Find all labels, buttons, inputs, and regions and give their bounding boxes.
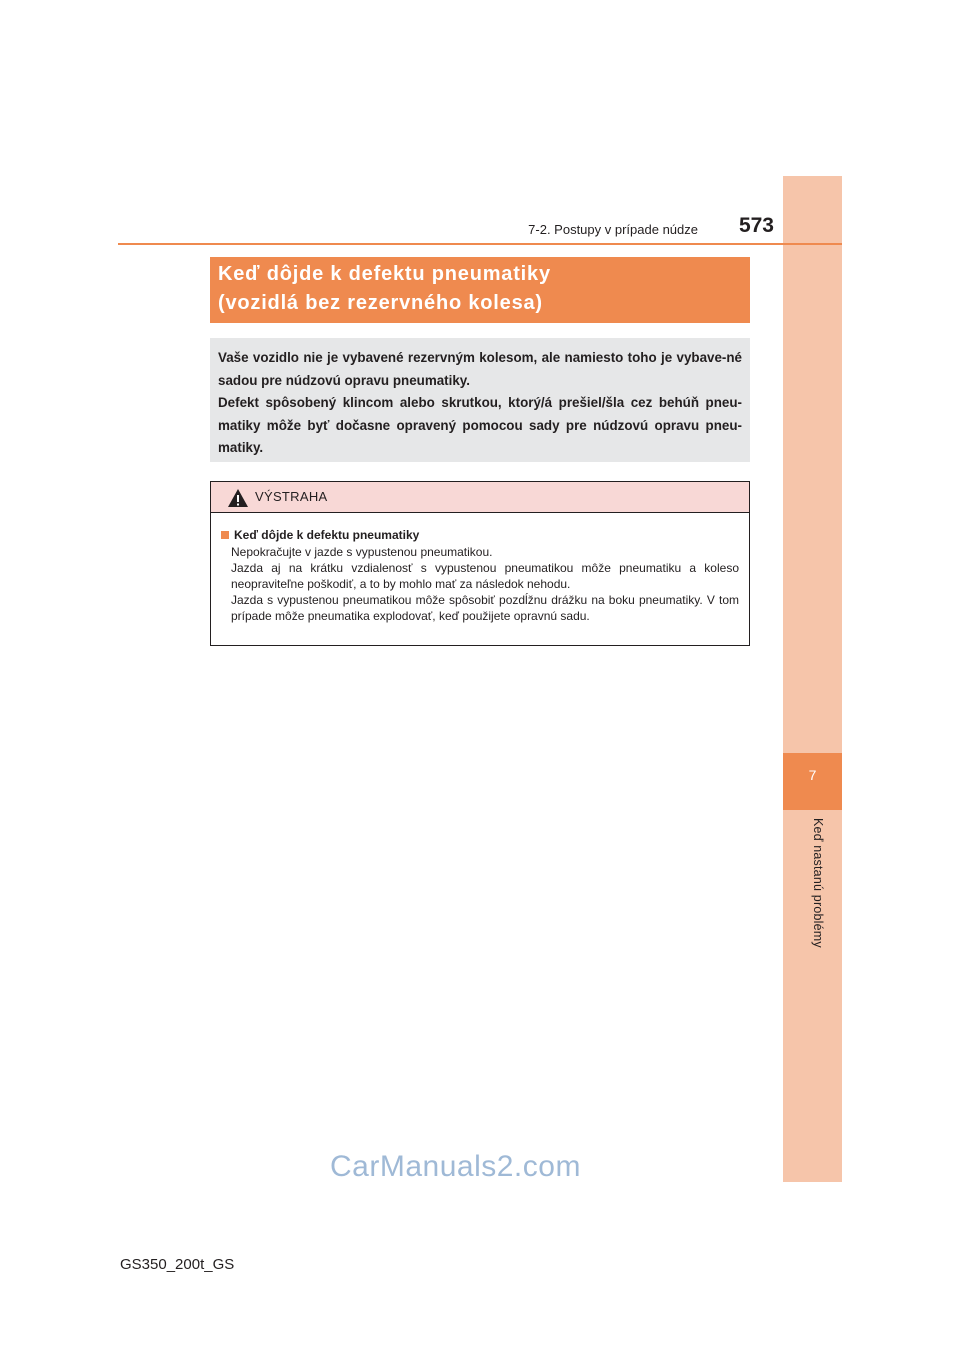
- warning-box: [210, 481, 750, 646]
- side-tab: [783, 176, 842, 1182]
- intro-box: [210, 338, 750, 462]
- warning-body: [211, 513, 749, 624]
- header-rule: [118, 243, 842, 245]
- intro-paragraph-2: Defekt spôsobený klincom alebo skrutkou, ktorý/á prešiel/šla cez behúň pneu-matiky môže byť dočasne opravený pomocou sady pre núdzovú opravu pneu-matiky.: [218, 395, 742, 455]
- warning-title: VÝSTRAHA: [255, 489, 328, 504]
- header-section-title: 7-2. Postupy v prípade núdze: [528, 222, 698, 237]
- intro-paragraph-1: Vaše vozidlo nie je vybavené rezervným kolesom, ale namiesto toho je vybave-né sadou pre núdzovú opravu pneumatiky.: [218, 350, 742, 388]
- warning-subheading-text: Keď dôjde k defektu pneumatiky: [234, 528, 420, 542]
- warning-subheading: [221, 526, 739, 544]
- footer-model-code: GS350_200t_GS: [120, 1256, 235, 1273]
- chapter-number: 7: [808, 767, 817, 783]
- page-number: 573: [738, 214, 774, 237]
- warning-header: [211, 482, 749, 513]
- section-title-line-1: Keď dôjde k defektu pneumatiky: [218, 263, 551, 285]
- watermark: CarManuals2.com: [330, 1150, 581, 1183]
- warning-line-2: Jazda aj na krátku vzdialenosť s vypustenou pneumatikou môže pneumatiku a koleso neopraviteľne poškodiť, a to by mohlo mať za následok nehodu.: [231, 561, 739, 591]
- warning-line-3: Jazda s vypustenou pneumatikou môže spôsobiť pozdĺžnu drážku na boku pneumatiky. V tom prípade môže pneumatika explodovať, keď použijete opravnú sadu.: [231, 593, 739, 623]
- section-title-line-2: (vozidlá bez rezervného kolesa): [218, 292, 543, 314]
- warning-line-1: Nepokračujte v jazde s vypustenou pneumatikou.: [231, 545, 493, 559]
- square-bullet-icon: [221, 531, 229, 539]
- section-title-box: [210, 257, 750, 323]
- warning-triangle-icon: [227, 488, 249, 508]
- chapter-label: Keď nastanú problémy: [811, 818, 825, 948]
